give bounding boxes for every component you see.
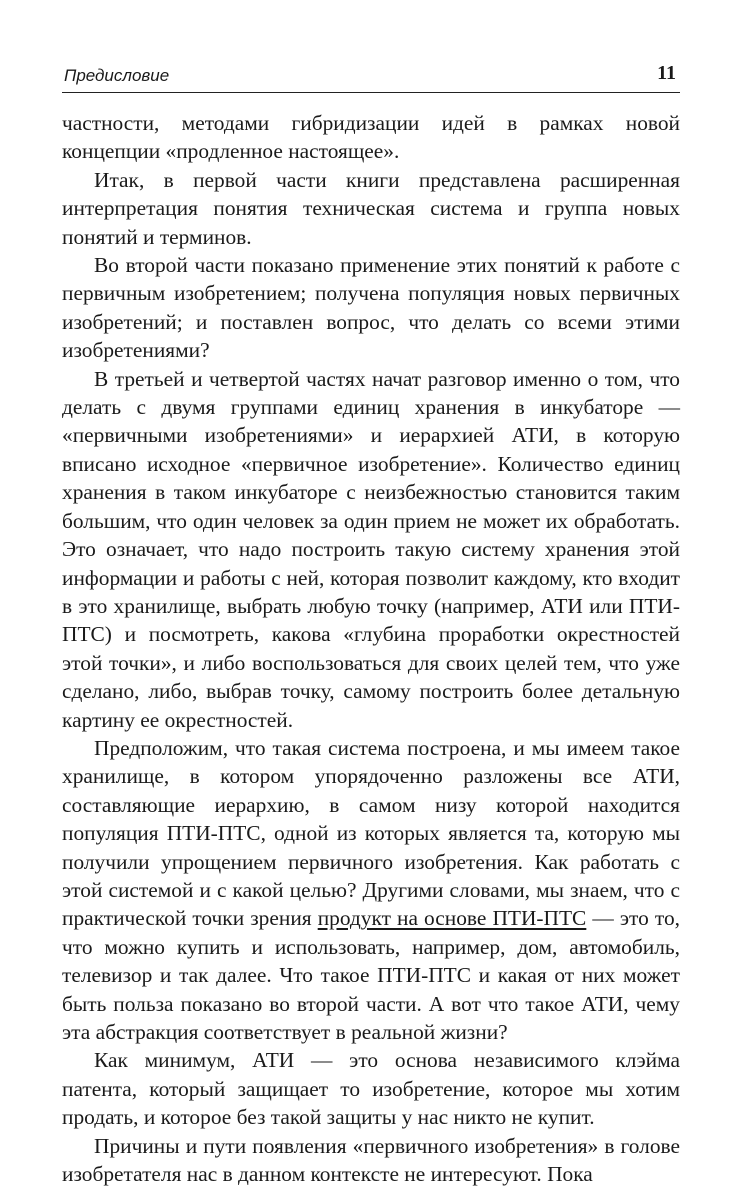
page-number: 11 [657, 62, 676, 84]
body-text [62, 109, 680, 1188]
paragraph-4: В третьей и четвертой частях начат разговор именно о том, что делать с двумя группами единиц хранения в инкубаторе — «первичными изобретениями» и иерархией АТИ, в которую вписано исходное «первичное изобретение». Количество единиц хранения в таком инкубаторе с неизбежностью становится таким большим, что один человек за один прием не может их обработать. Это означает, что надо построить такую систему хранения этой информации и работы с ней, которая позволит каждому, кто входит в это хранилище, выбрать любую точку (например, АТИ или ПТИ-ПТС) и посмотреть, какова «глубина проработки окрестностей этой точки», и либо воспользоваться для своих целей тем, что уже сделано, либо, выбрав точку, самому построить более детальную картину ее окрестностей. [62, 366, 680, 732]
paragraph-1: частности, методами гибридизации идей в рамках новой концепции «продленное настоящее». [62, 111, 680, 164]
running-head [62, 56, 680, 93]
paragraph-5 [62, 734, 680, 1046]
paragraph-3: Во второй части показано применение этих понятий к работе с первичным изобретением; получена популяция новых первичных изобретений; и поставлен вопрос, что делать со всеми этими изобретениями? [62, 253, 680, 363]
paragraph-7: Причины и пути появления «первичного изобретения» в голове изобретателя нас в данном контексте не интересуют. Пока [62, 1133, 680, 1187]
paragraph-5-text-after: — это то, что можно купить и использовать, например, дом, автомобиль, телевизор и так далее. Что такое ПТИ-ПТС и какая от них может быть польза показано во второй части. А вот что такое АТИ, чему эта абстракция соответствует в реальной жизни? [62, 906, 681, 1044]
underlined-phrase: продукт на основе ПТИ-ПТС [317, 906, 587, 931]
paragraph-6: Как минимум, АТИ — это основа независимого клэйма патента, который защищает то изобретение, которое мы хотим продать, и которое без такой защиты у нас никто не купит. [62, 1048, 680, 1130]
book-page [62, 56, 680, 1188]
paragraph-2: Итак, в первой части книги представлена расширенная интерпретация понятия техническая система и группа новых понятий и терминов. [62, 167, 680, 249]
section-title: Предисловие [64, 66, 170, 85]
paragraph-5-text-before: Предположим, что такая система построена, и мы имеем такое хранилище, в котором упорядоченно разложены все АТИ, составляющие иерархию, в самом низу которой находится популяция ПТИ-ПТС, одной из которых является та, которую мы получили упрощением первичного изобретения. Как работать с этой системой и с какой целью? Другими словами, мы знаем, что с практической точки зрения [62, 735, 680, 931]
